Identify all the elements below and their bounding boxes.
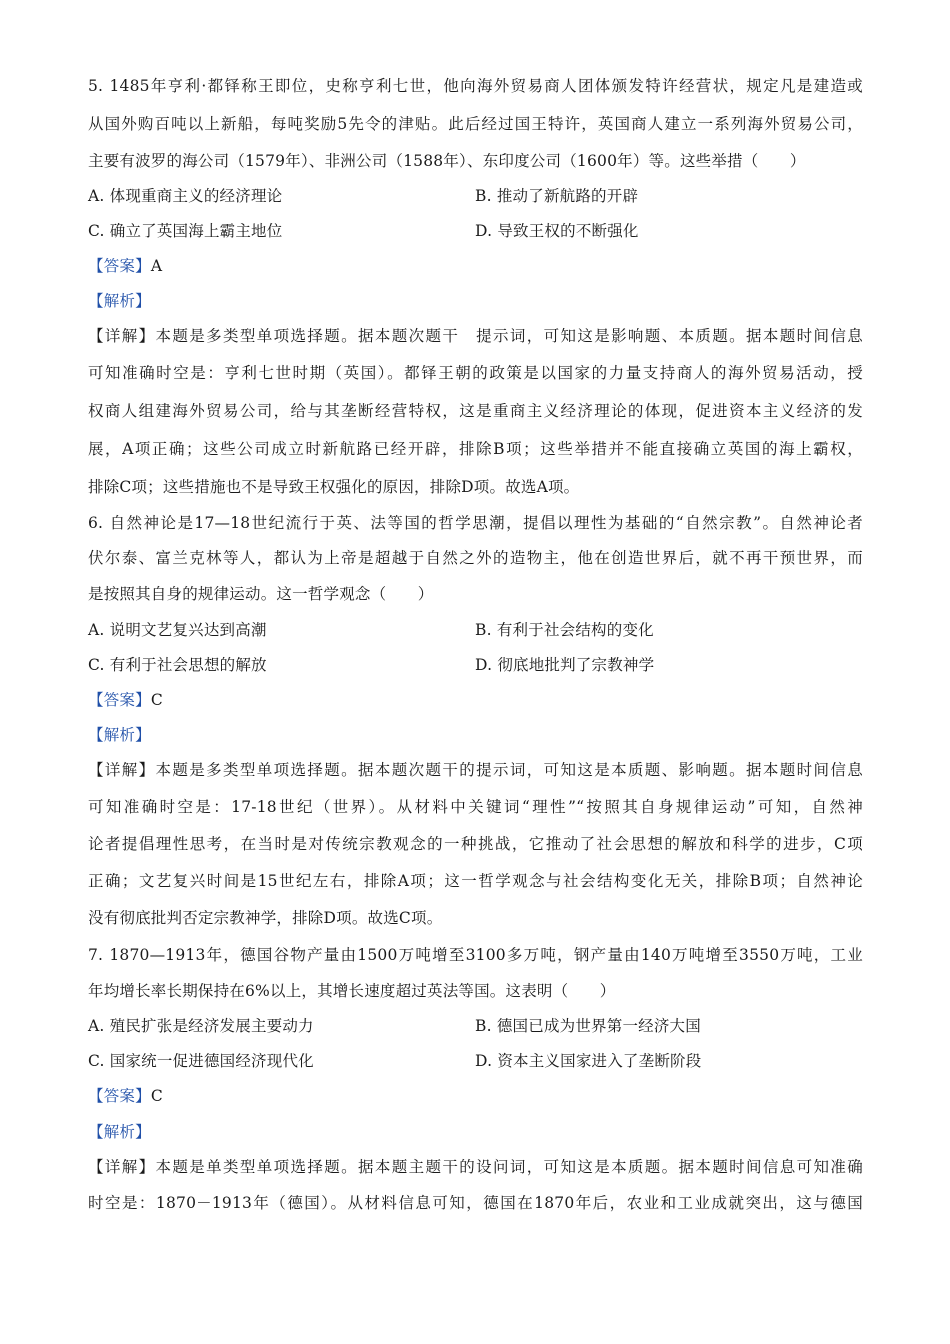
q6-detail-line-1: 【详解】本题是多类型单项选择题。据本题次题干的提示词，可知这是本质题、影响题。据本题时间信息 [88, 761, 863, 779]
q5-stem-line-2: 从国外购百吨以上新船，每吨奖励5先令的津贴。此后经过国王特许，英国商人建立一系列海外贸易公司， [88, 115, 863, 133]
q5-detail-line-4: 展，A项正确；这些公司成立时新航路已经开辟，排除B项；这些举措并不能直接确立英国的海上霸权， [88, 440, 863, 458]
q6-answer [88, 690, 163, 710]
q5-option-b: B. 推动了新航路的开辟 [475, 187, 639, 205]
q5-answer-value: A [150, 257, 163, 275]
q6-stem-line-2: 伏尔泰、富兰克林等人，都认为上帝是超越于自然之外的造物主，他在创造世界后，就不再干预世界，而 [88, 549, 863, 567]
q6-option-c: C. 有利于社会思想的解放 [88, 656, 267, 674]
q7-stem-line-2: 年均增长率长期保持在6%以上，其增长速度超过英法等国。这表明（ ） [88, 982, 616, 1000]
q6-stem-line-1: 6. 自然神论是17—18世纪流行于英、法等国的哲学思潮，提倡以理性为基础的“自然宗教”。自然神论者 [88, 514, 863, 532]
q7-answer-value: C [150, 1087, 163, 1105]
q7-option-a: A. 殖民扩张是经济发展主要动力 [88, 1017, 314, 1035]
q5-analysis-label: 【解析】 [88, 292, 151, 310]
q5-detail-line-3: 权商人组建海外贸易公司，给与其垄断经营特权，这是重商主义经济理论的体现，促进资本主义经济的发 [88, 402, 863, 420]
q5-answer-label: 【答案】 [88, 257, 151, 275]
q6-detail-line-2: 可知准确时空是：17-18世纪（世界）。从材料中关键词“理性”“按照其自身规律运动”可知，自然神 [88, 798, 863, 816]
q5-detail-line-2: 可知准确时空是：亨利七世时期（英国）。都铎王朝的政策是以国家的力量支持商人的海外贸易活动，授 [88, 364, 863, 382]
q5-option-a: A. 体现重商主义的经济理论 [88, 187, 283, 205]
q5-detail-line-1: 【详解】本题是多类型单项选择题。据本题次题干 提示词，可知这是影响题、本质题。据本题时间信息 [88, 327, 863, 345]
q6-analysis-label: 【解析】 [88, 726, 151, 744]
q6-option-d: D. 彻底地批判了宗教神学 [475, 656, 655, 674]
q6-answer-value: C [150, 691, 163, 709]
q6-answer-label: 【答案】 [88, 691, 151, 709]
q7-option-b: B. 德国已成为世界第一经济大国 [475, 1017, 701, 1035]
q5-stem-line-1: 5. 1485年亨利·都铎称王即位，史称亨利七世，他向海外贸易商人团体颁发特许经营状，规定凡是建造或 [88, 77, 863, 95]
q6-detail-line-5: 没有彻底批判否定宗教神学，排除D项。故选C项。 [88, 909, 443, 927]
q7-option-d: D. 资本主义国家进入了垄断阶段 [475, 1052, 702, 1070]
q7-option-c: C. 国家统一促进德国经济现代化 [88, 1052, 314, 1070]
q5-stem-line-3: 主要有波罗的海公司（1579年）、非洲公司（1588年）、东印度公司（1600年）等。这些举措（ ） [88, 152, 806, 170]
q5-option-d: D. 导致王权的不断强化 [475, 222, 639, 240]
q6-detail-line-4: 正确；文艺复兴时间是15世纪左右，排除A项；这一哲学观念与社会结构变化无关，排除B项；自然神论 [88, 872, 863, 890]
q5-option-c: C. 确立了英国海上霸主地位 [88, 222, 283, 240]
q6-option-b: B. 有利于社会结构的变化 [475, 621, 654, 639]
q6-stem-line-3: 是按照其自身的规律运动。这一哲学观念（ ） [88, 585, 434, 603]
q7-answer [88, 1086, 163, 1106]
q6-option-a: A. 说明文艺复兴达到高潮 [88, 621, 267, 639]
q6-detail-line-3: 论者提倡理性思考，在当时是对传统宗教观念的一种挑战，它推动了社会思想的解放和科学的进步，C项 [88, 835, 863, 853]
q7-analysis-label: 【解析】 [88, 1123, 151, 1141]
q7-detail-line-1: 【详解】本题是单类型单项选择题。据本题主题干的设问词，可知这是本质题。据本题时间信息可知准确 [88, 1158, 863, 1176]
q7-detail-line-2: 时空是：1870－1913年（德国）。从材料信息可知，德国在1870年后，农业和工业成就突出，这与德国 [88, 1194, 863, 1212]
q5-detail-line-5: 排除C项；这些措施也不是导致王权强化的原因，排除D项。故选A项。 [88, 478, 580, 496]
q5-answer [88, 256, 162, 276]
q7-answer-label: 【答案】 [88, 1087, 151, 1105]
q7-stem-line-1: 7. 1870—1913年，德国谷物产量由1500万吨增至3100多万吨，钢产量由140万吨增至3550万吨，工业 [88, 946, 863, 964]
